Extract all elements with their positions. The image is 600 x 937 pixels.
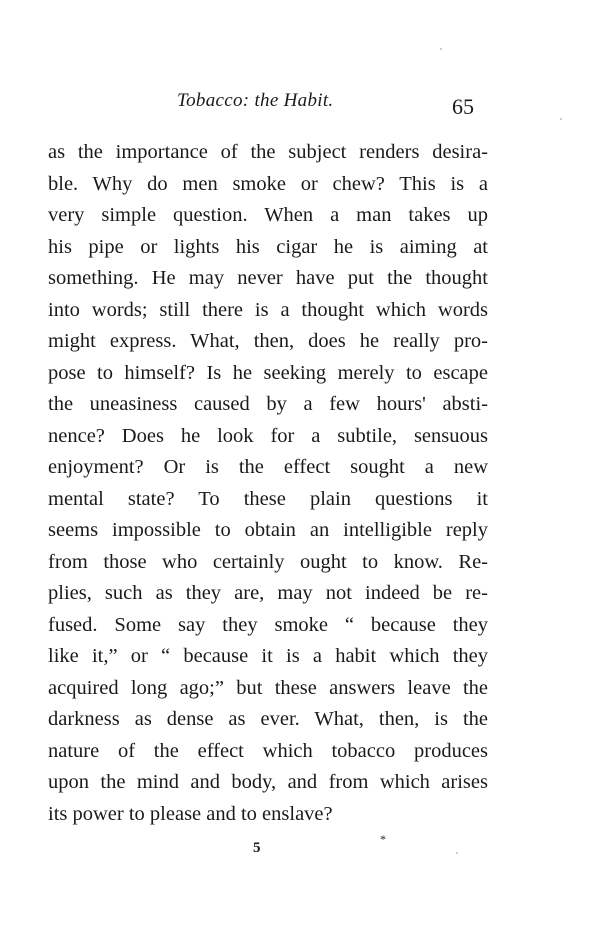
text-line: might express. What, then, does he really pro- — [48, 330, 488, 352]
body-text — [48, 137, 488, 830]
text-line: the uneasiness caused by a few hours' absti- — [48, 393, 488, 415]
text-line: nence? Does he look for a subtile, sensuous — [48, 424, 488, 447]
text-line: nature of the effect which tobacco produces — [48, 739, 488, 762]
paper-speck — [440, 48, 442, 50]
page-number: 65 — [452, 94, 474, 119]
paper-speck — [560, 118, 562, 120]
text-line: like it,” or “ because it is a habit which they — [48, 645, 488, 667]
text-line: very simple question. When a man takes up — [48, 204, 488, 226]
text-line: upon the mind and body, and from which arises — [48, 771, 488, 793]
text-line: acquired long ago;” but these answers leave the — [48, 676, 488, 699]
text-line: into words; still there is a thought which words — [48, 298, 488, 321]
text-line: something. He may never have put the thought — [48, 267, 488, 289]
paper-speck — [456, 852, 458, 854]
running-title: Tobacco: the Habit. — [177, 90, 334, 111]
text-line: enjoyment? Or is the effect sought a new — [48, 456, 488, 478]
text-line: mental state? To these plain questions it — [48, 487, 488, 510]
star-mark: * — [380, 832, 386, 846]
text-line: ble. Why do men smoke or chew? This is a — [48, 172, 488, 195]
text-line: plies, such as they are, may not indeed be re- — [48, 582, 488, 604]
signature-mark: 5 — [253, 840, 261, 856]
text-line: its power to please and to enslave? — [48, 802, 333, 825]
text-line: darkness as dense as ever. What, then, is the — [48, 708, 488, 730]
text-line: seems impossible to obtain an intelligible reply — [48, 519, 488, 541]
text-line: pose to himself? Is he seeking merely to escape — [48, 361, 488, 384]
text-line: from those who certainly ought to know. Re- — [48, 550, 488, 573]
text-line: fused. Some say they smoke “ because they — [48, 613, 488, 636]
text-line: his pipe or lights his cigar he is aiming at — [48, 235, 488, 258]
text-line: as the importance of the subject renders desira- — [48, 141, 488, 163]
